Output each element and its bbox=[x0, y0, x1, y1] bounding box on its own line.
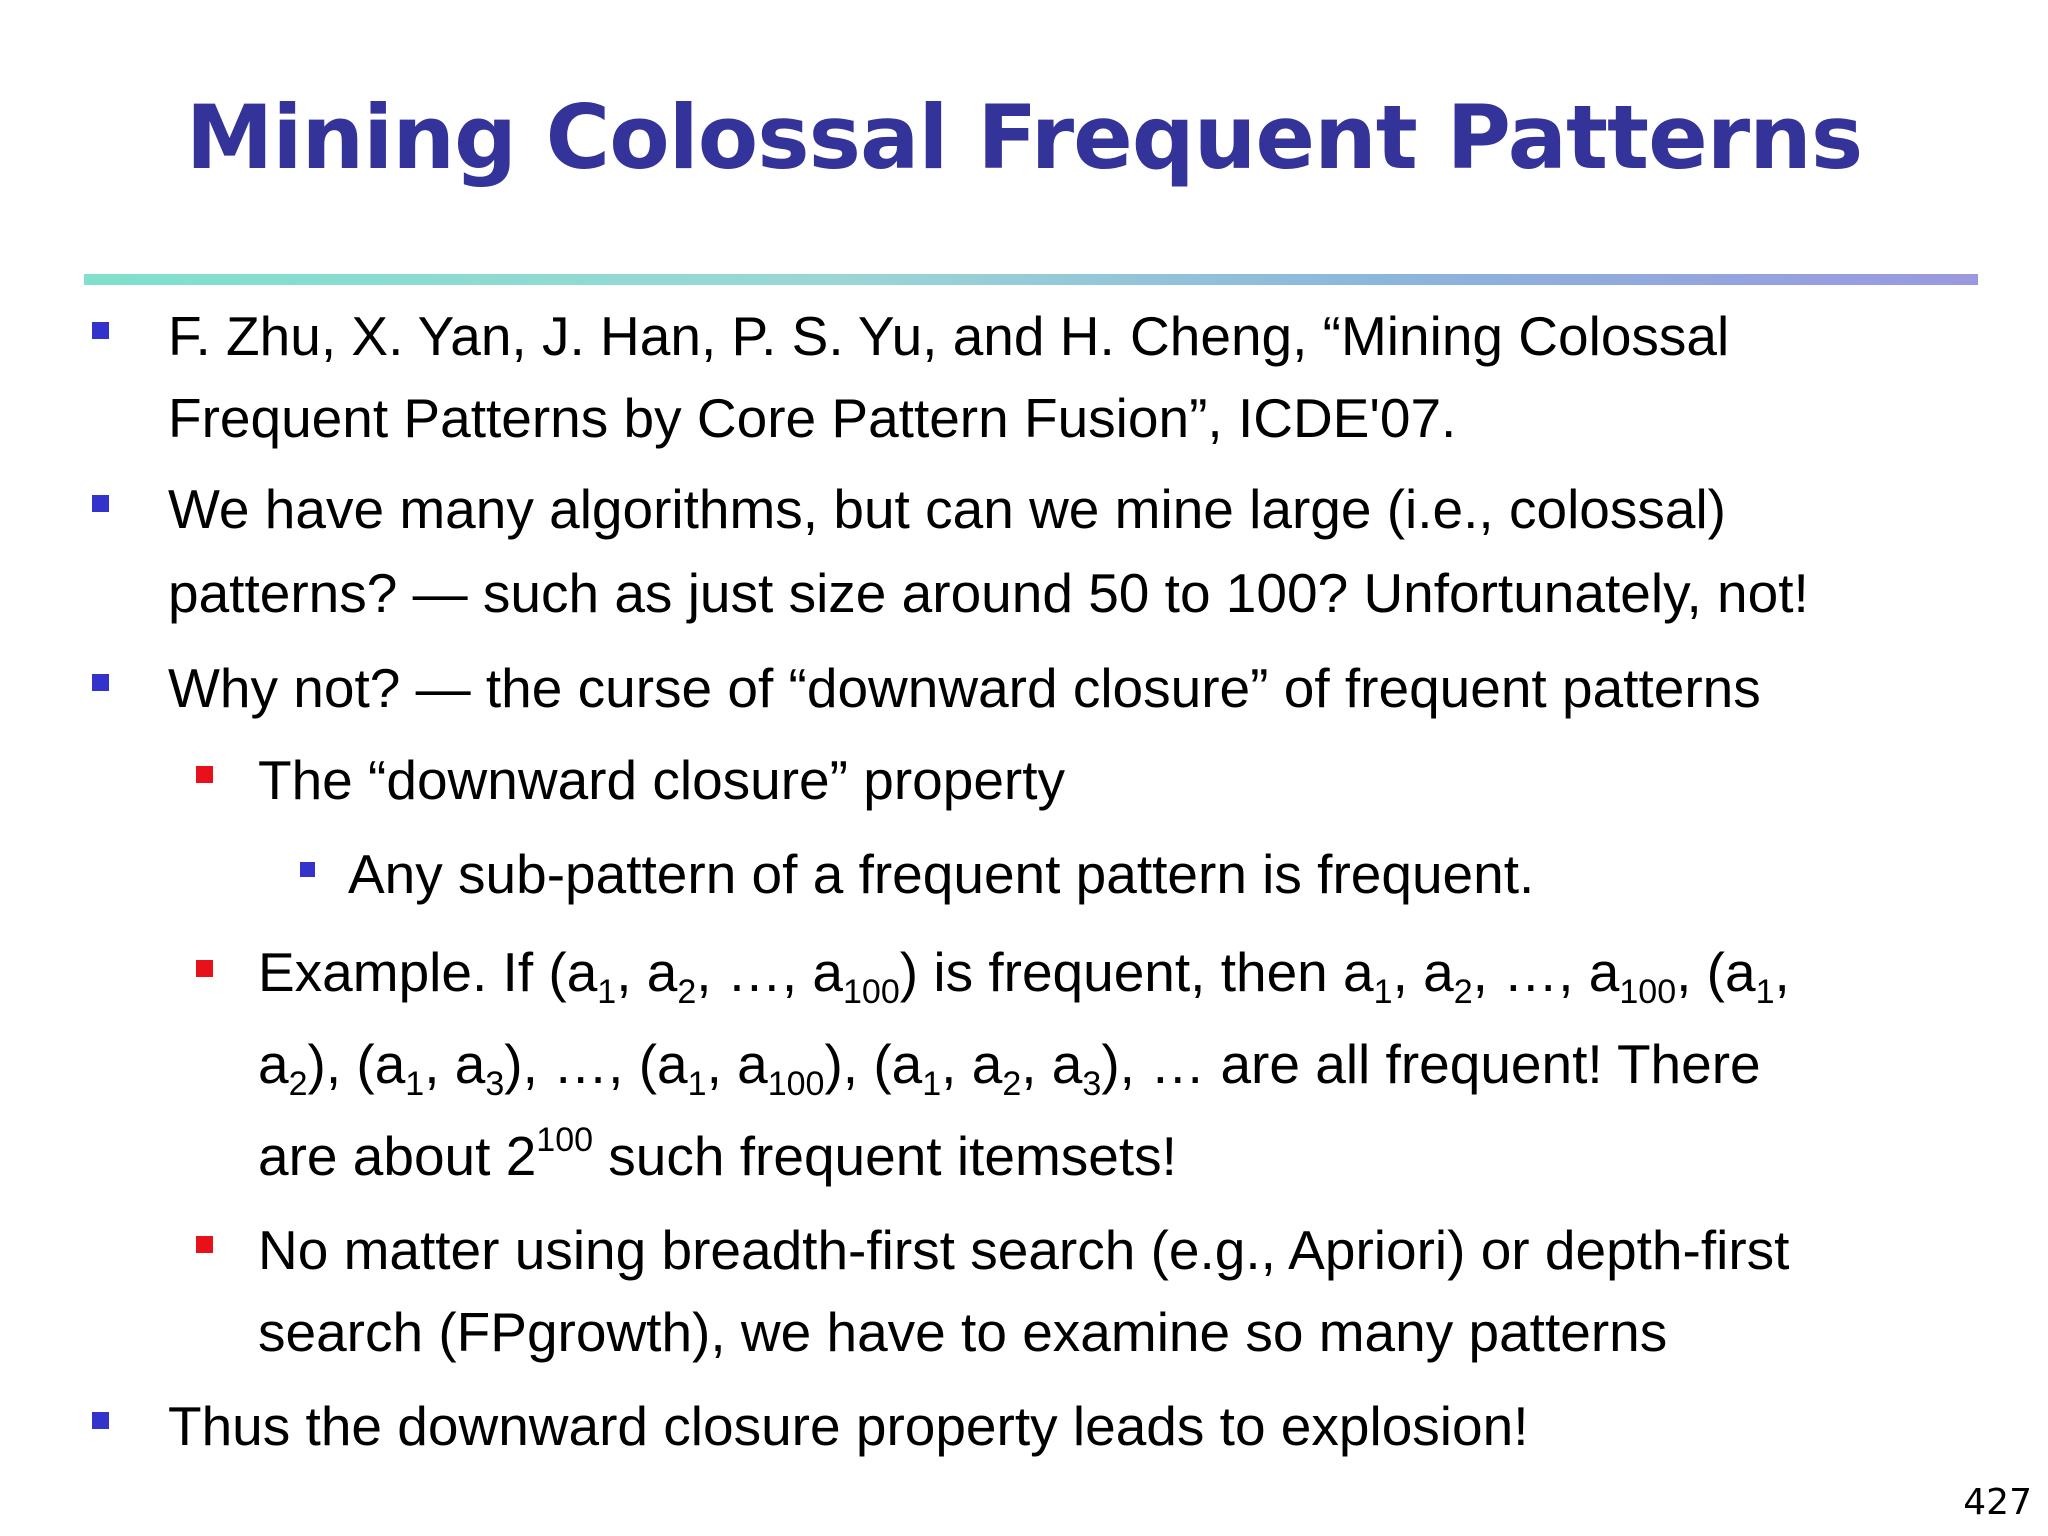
sub-bullet-3b-line-3: are about $2^{100}$ such frequent itemsets! bbox=[258, 1121, 1177, 1187]
sub-bullet-3a-line-1: The “downward closure” property bbox=[258, 749, 1066, 811]
sub-sub-bullet-marker bbox=[300, 862, 315, 877]
page-number: 427 bbox=[1963, 1482, 2032, 1523]
sub-bullet-marker bbox=[196, 960, 213, 977]
bullet-1-line-2: Frequent Patterns by Core Pattern Fusion”, ICDE'07. bbox=[168, 387, 1457, 449]
bullet-2-line-1: We have many algorithms, but can we mine large (i.e., colossal) bbox=[168, 478, 1726, 540]
sub-bullet-marker bbox=[196, 1236, 213, 1253]
bullet-marker bbox=[92, 322, 109, 339]
sub-bullet-3c-line-2: search (FPgrowth), we have to examine so many patterns bbox=[258, 1301, 1668, 1363]
sub-bullet-marker bbox=[196, 766, 213, 783]
bullet-marker bbox=[92, 1412, 109, 1429]
bullet-3-line-1: Why not? ― the curse of “downward closure” of frequent patterns bbox=[168, 657, 1761, 719]
slide-title: Mining Colossal Frequent Patterns bbox=[185, 86, 1863, 189]
title-divider bbox=[84, 274, 1978, 285]
sub-sub-bullet-line-1: Any sub-pattern of a frequent pattern is frequent. bbox=[348, 843, 1535, 905]
bullet-4-line-1: Thus the downward closure property leads to explosion! bbox=[168, 1395, 1529, 1457]
bullet-marker bbox=[92, 495, 109, 512]
sub-bullet-3b-line-1: Example. If ($a_1$, $a_2$, …, $a_{100}$) is frequent, then $a_1$, $a_2$, …, $a_{100}$, ($a_1$, bbox=[258, 941, 1790, 1011]
bullet-1-line-1: F. Zhu, X. Yan, J. Han, P. S. Yu, and H. Cheng, “Mining Colossal bbox=[168, 305, 1730, 367]
bullet-marker bbox=[92, 674, 109, 691]
sub-bullet-3b-line-2: $a_2$), ($a_1$, $a_3$), …, ($a_1$, $a_{100}$), ($a_1$, $a_2$, $a_3$), … are all frequent! There bbox=[258, 1033, 1761, 1103]
sub-bullet-3c-line-1: No matter using breadth-first search (e.g., Apriori) or depth-first bbox=[258, 1219, 1790, 1281]
bullet-2-line-2: patterns? ― such as just size around 50 to 100? Unfortunately, not! bbox=[168, 562, 1809, 624]
